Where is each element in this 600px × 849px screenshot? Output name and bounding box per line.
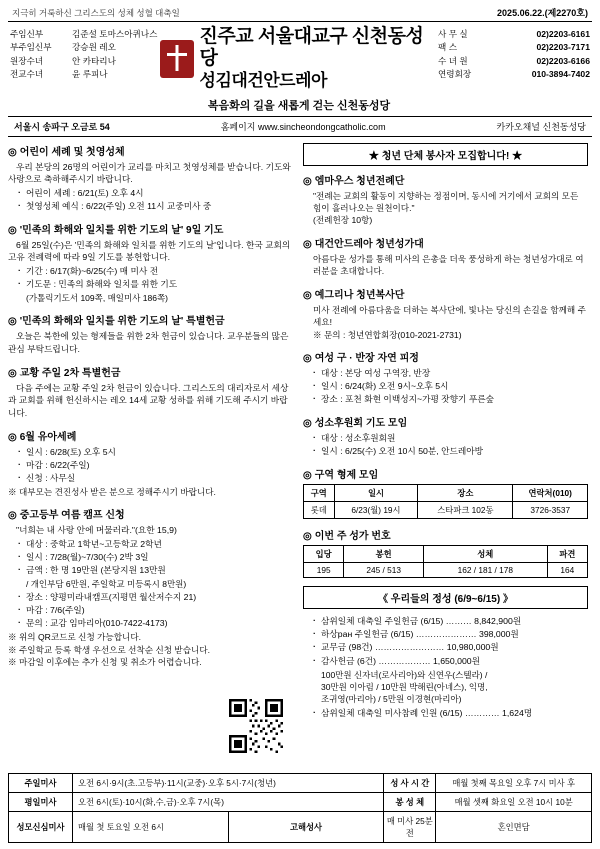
bullet-item: · 대상 : 본당 여성 구역장, 반장 [313, 367, 588, 380]
clergy-row [10, 41, 160, 54]
group-quote: 아름다운 성가를 통해 미사의 은총을 더욱 풍성하게 하는 청년성가대로 여러분을 초대합니다. [313, 253, 584, 277]
notice-title [8, 312, 293, 327]
bullet-mark: ◎ [8, 316, 17, 328]
bullet-item: · 일시 : 6/25(수) 오전 10시 50분, 안드레아방 [313, 445, 588, 458]
notice-note: ※ 대부모는 견진성사 받은 분으로 정해주시기 바랍니다. [8, 486, 216, 497]
offering-label: 감사헌금 (6건) [321, 655, 376, 666]
group-source: (전례헌장 10항) [313, 215, 373, 226]
bullet-mark: ◎ [303, 175, 312, 187]
notice-note: ※ 주일학교 등록 학생 우선으로 선착순 신청 받습니다. [8, 644, 211, 655]
offering-label: 삼위일체 대축일 주일헌금 (6/15) [321, 616, 444, 627]
bullet-item: · 첫영성체 예식 : 6/22(주일) 오전 11시 교중미사 중 [18, 200, 293, 213]
col-header: 구역 [304, 485, 335, 502]
col-header: 입당 [304, 546, 344, 563]
clergy-role: 부주임신부 [10, 42, 52, 53]
notice-bullets [303, 367, 588, 406]
clergy-role: 전교수녀 [10, 68, 44, 79]
offering-value: 398,000원 [478, 629, 519, 640]
right-column [303, 143, 588, 763]
notice-bullets [8, 538, 293, 577]
content-columns [8, 143, 592, 763]
cell: 스타파크 102동 [418, 502, 513, 519]
bullet-item: · 일시 : 6/24(화) 오전 9시~오후 5시 [313, 380, 588, 393]
cell: 245 / 513 [344, 563, 424, 578]
contact-row [438, 68, 590, 81]
notice-title [303, 527, 588, 542]
clergy-row [10, 68, 160, 81]
bullet-item: · 어린이 세례 : 6/21(토) 오후 4시 [18, 187, 293, 200]
row-label: 평일미사 [9, 793, 73, 812]
notice-bullets [8, 265, 293, 291]
notice-women-retreat [303, 349, 588, 406]
mass-schedule [8, 773, 592, 843]
col-header: 장소 [418, 485, 513, 502]
contact-label: 사 무 실 [438, 29, 468, 39]
notice-subnote: (가톨릭기도서 109쪽, 매일미사 186쪽) [26, 293, 169, 304]
notice-novena [8, 221, 293, 305]
bullet-item: · 기도문 : 민족의 화해와 일치를 위한 기도 [18, 278, 293, 291]
offering-detail-line: 조귀영(마리아) / 5만원 이경현(마리아) [321, 694, 462, 705]
notice-title-text: 중고등부 여름 캠프 신청 [19, 510, 125, 522]
notice-title-text: 이번 주 성가 번호 [314, 531, 391, 543]
bullet-item: · 일시 : 7/28(월)~7/30(수) 2박 3일 [18, 551, 293, 564]
notice-title [8, 364, 293, 379]
contact-value: 02)2203-7171 [536, 42, 590, 53]
bullet-item: · 마감 : 7/6(주일) [18, 604, 293, 617]
row-value: 매월 첫 토요일 오전 6시 [73, 812, 229, 843]
bullet-item: · 문의 : 교감 임마리아(010-7422-4173) [18, 617, 293, 630]
notice-note: ※ 위의 QR코드로 신청 가능합니다. [8, 632, 142, 643]
row-label: 고해성사 [228, 812, 384, 843]
bullet-item: · 금액 : 한 명 19만원 (본당지원 13만원 [18, 564, 293, 577]
clergy-role: 주임신부 [10, 29, 44, 39]
bullet-item: · 신청 : 사무실 [18, 472, 293, 485]
group-inquiry: ※ 문의 : 청년연합회장(010-2021-2731) [313, 329, 462, 340]
contact-value: 02)2203-6161 [536, 29, 590, 39]
notice-title [303, 414, 588, 429]
bullet-mark: ◎ [8, 146, 17, 158]
notice-paragraph: 다음 주에는 교황 주일 2차 헌금이 있습니다. 그리스도의 대리자로서 세상과 교회를 위해 헌신하시는 레오 14세 교황 성하를 위해 기도해 주시기 바랍니다. [8, 382, 289, 418]
table-header-row [304, 485, 588, 502]
notice-paragraph: 우리 본당의 26명의 어린이가 교리를 마치고 첫영성체를 받습니다. 기도와 사랑으로 축하해주시기 바랍니다. [8, 161, 291, 185]
parish-logo-block [160, 26, 438, 92]
bullet-mark: ◎ [8, 431, 17, 443]
row-label: 성모신심미사 [9, 812, 73, 843]
cell: 롯데 [304, 502, 335, 519]
offering-label: 교무금 (98건) [321, 642, 373, 653]
notice-infant-baptism [8, 428, 293, 499]
left-column [8, 143, 293, 763]
offering-list [303, 615, 588, 667]
notice-title [8, 428, 293, 443]
camp-fee-detail: / 개인부담 6만원, 주일학교 미등록시 8만원) [26, 578, 187, 589]
notice-district-meeting [303, 466, 588, 519]
parish-address: 서울시 송파구 오금로 54 [14, 121, 110, 132]
contact-row [438, 41, 590, 54]
bullet-mark: ◎ [303, 289, 312, 301]
contact-label: 수 녀 원 [438, 55, 468, 66]
offering-detail-line: 100만원 신자녀(로사리아)와 신연우(스텔라) / [321, 669, 488, 680]
notice-youth-camp [8, 506, 293, 669]
group-altar-servers [303, 286, 588, 341]
table-row [304, 502, 588, 519]
table-row [9, 793, 592, 812]
bullet-item: · 마감 : 6/22(주일) [18, 459, 293, 472]
contact-list [438, 26, 590, 113]
notice-bullets [8, 187, 293, 213]
issue-date: 2025.06.22.(제2270호) [497, 8, 588, 18]
notice-title [303, 466, 588, 481]
notice-vocation-prayer [303, 414, 588, 458]
attendance-label: 삼위일체 대축일 미사참례 인원 (6/15) [321, 707, 463, 718]
attendance-item: · 삼위일체 대축일 미사참례 인원 (6/15) ………… 1,624명 [313, 707, 588, 720]
clergy-row [10, 28, 160, 41]
bullet-mark: ◎ [303, 238, 312, 250]
bullet-item: · 대상 : 중학교 1학년~고등학교 2학년 [18, 538, 293, 551]
notice-title-text: 구역 형제 모임 [314, 470, 379, 482]
notice-pope-offering [8, 364, 293, 420]
parish-name-line1: 진주교 서울대교구 신천동성당 [199, 26, 424, 69]
notice-bullets [303, 432, 588, 458]
bullet-mark: ◎ [303, 470, 312, 482]
table-row [304, 563, 588, 578]
notice-title [8, 506, 293, 521]
schedule-table [8, 773, 592, 843]
notice-note: ※ 마감일 이후에는 추가 신청 및 취소가 어렵습니다. [8, 657, 202, 668]
kakao-channel: 카카오채널 신천동성당 [496, 121, 586, 132]
bullet-mark: ◎ [303, 353, 312, 365]
notice-hymn-numbers [303, 527, 588, 578]
notice-paragraph: 오늘은 북한에 있는 형제들을 위한 2차 헌금이 있습니다. 교우분들의 많은 관심 부탁드립니다. [8, 331, 289, 355]
offering-item: · 감사헌금 (6건) ……………… 1,650,000원 [313, 655, 588, 668]
feast-title: 지극히 거룩하신 그리스도의 성체 성혈 대축일 [12, 8, 180, 18]
notice-bullets-2 [8, 591, 293, 630]
notice-special-offering-north [8, 312, 293, 355]
contact-row [438, 55, 590, 68]
clergy-name: 강승원 레오 [72, 42, 116, 53]
row-label: 봉 성 체 [384, 793, 436, 812]
bullet-item: · 일시 : 6/28(토) 오후 5시 [18, 446, 293, 459]
homepage-link[interactable]: 홈페이지 www.sincheondongcatholic.com [220, 121, 386, 132]
parish-name [200, 26, 438, 92]
offering-label: 하상ран 주일헌금 (6/15) [321, 629, 414, 640]
offering-item: · 삼위일체 대축일 주일헌금 (6/15) ……… 8,842,900원 [313, 615, 588, 628]
col-header: 성체 [423, 546, 547, 563]
bullet-mark: ◎ [8, 367, 17, 379]
volunteer-banner: ★ 청년 단체 봉사자 모집합니다! ★ [303, 143, 588, 166]
row-label: 성 사 시 간 [384, 774, 436, 793]
clergy-row [10, 55, 160, 68]
row-value: 오전 6시·9시(초.고등부)·11시(교중)·오후 5시·7시(청년) [73, 774, 384, 793]
notice-title-text: 어린이 세례 및 첫영성체 [19, 146, 125, 158]
clergy-role: 원장수녀 [10, 55, 44, 66]
masthead-top [8, 6, 592, 21]
bullet-mark: ◎ [303, 418, 312, 430]
hymn-table [303, 545, 588, 578]
group-quote: "전례는 교회의 활동이 지향하는 정점이며, 동시에 거기에서 교회의 모든 힘이 흘러나오는 원천이다." [313, 190, 579, 213]
offering-detail-line: 30만원 이아림 / 10만원 박해린(아네스), 익명, [321, 681, 488, 692]
notice-title-text: 6월 유아세례 [19, 431, 77, 443]
address-bar [8, 117, 592, 137]
parish-slogan: 복음화의 길을 새롭게 걷는 신천동성당 [207, 99, 391, 112]
clergy-name: 안 카타리나 [72, 55, 116, 66]
row-label: 주일미사 [9, 774, 73, 793]
notice-title-text: 교황 주일 2차 특별헌금 [19, 367, 121, 379]
group-title [303, 235, 588, 250]
attendance-list [303, 707, 588, 720]
bullet-item: · 대상 : 성소후원회원 [313, 432, 588, 445]
contact-label: 연령회장 [438, 68, 472, 79]
attendance-value: 1,624명 [502, 707, 533, 718]
parish-name-line2: 성김대건안드레아 [199, 70, 327, 90]
row-value [436, 812, 592, 843]
notice-paragraph: "너희는 내 사랑 안에 머물러라."(요한 15,9) [16, 525, 177, 536]
contact-row [438, 28, 590, 41]
group-title-text: 엠마우스 청년전례단 [314, 175, 405, 187]
table-header-row [304, 546, 588, 563]
bullet-mark: ◎ [303, 531, 312, 543]
contact-label: 팩 스 [438, 42, 457, 53]
cell: 162 / 181 / 178 [423, 563, 547, 578]
bullet-mark: ◎ [8, 224, 17, 236]
cross-crest-icon [160, 40, 194, 78]
notice-baptism [8, 143, 293, 213]
group-choir [303, 235, 588, 278]
row-value: 매 미사 25분 전 [384, 812, 436, 843]
row-value: 오전 6시(토)·10시(화,수,금)·오후 7시(목) [73, 793, 384, 812]
group-title [303, 172, 588, 187]
qr-code-image [229, 699, 283, 753]
notice-title-text: 성소후원회 기도 모임 [314, 418, 408, 430]
offering-item: · 하상ран 주일헌금 (6/15) ………………… 398,000원 [313, 628, 588, 641]
notice-paragraph: 6월 25일(수)은 '민족의 화해와 일치를 위한 기도의 날'입니다. 한국 교회의 고유 전례력에 따라 9일 기도를 봉헌합니다. [8, 239, 291, 263]
bullet-mark: ◎ [8, 510, 17, 522]
col-header: 봉헌 [344, 546, 424, 563]
bullet-item: · 장소 : 양평미라내캠프(지평면 월산저수지 21) [18, 591, 293, 604]
district-table [303, 484, 588, 519]
clergy-name: 김준설 토마스아퀴나스 [72, 29, 158, 39]
col-header: 파견 [547, 546, 587, 563]
offering-banner: 《 우리들의 정성 (6/9~6/15) 》 [303, 586, 588, 609]
group-quote: 미사 전례에 아름다움을 더하는 복사단에, 빛나는 당신의 손길을 함께해 주세요! [313, 304, 586, 328]
group-emmaus [303, 172, 588, 227]
notice-title [8, 143, 293, 158]
clergy-list [10, 26, 160, 113]
notice-title-text: '민족의 화해와 일치를 위한 기도의 날' 특별헌금 [19, 316, 225, 328]
notice-title [303, 349, 588, 364]
cell: 3726-3537 [513, 502, 588, 519]
notice-title-text: '민족의 화해와 일치를 위한 기도의 날' 9일 기도 [19, 224, 224, 236]
bullet-item: · 기간 : 6/17(화)~6/25(수) 매 미사 전 [18, 265, 293, 278]
notice-title-text: 여성 구 · 반장 자연 피정 [314, 353, 419, 365]
clergy-name: 윤 루피나 [72, 68, 108, 79]
row-value: 매월 셋째 화요일 오전 10시 10분 [436, 793, 592, 812]
offering-value: 8,842,900원 [474, 616, 522, 627]
notice-bullets [8, 446, 293, 485]
row-value: 매월 첫째 목요일 오후 7시 미사 후 [436, 774, 592, 793]
offering-value: 1,650,000원 [432, 655, 480, 666]
notice-title [8, 221, 293, 236]
parish-identity [160, 26, 438, 113]
cell: 164 [547, 563, 587, 578]
qr-code[interactable] [229, 699, 283, 753]
group-title [303, 286, 588, 301]
contact-value: 02)2203-6166 [536, 55, 590, 66]
col-header: 연락처(010) [513, 485, 588, 502]
row-label: 혼인면담 [497, 822, 530, 832]
contact-value: 010-3894-7402 [531, 68, 590, 79]
cell: 195 [304, 563, 344, 578]
table-row [9, 812, 592, 843]
masthead [8, 21, 592, 117]
offering-item: · 교무금 (98건) …………………… 10,980,000원 [313, 641, 588, 654]
col-header: 일시 [334, 485, 418, 502]
group-title-text: 대건안드레아 청년성가대 [314, 238, 424, 250]
bullet-item: · 장소 : 포천 화현 이백성지~가평 잣향기 푸른숲 [313, 393, 588, 406]
cell: 6/23(월) 19시 [334, 502, 418, 519]
group-title-text: 예그리나 청년복사단 [314, 289, 405, 301]
offering-value: 10,980,000원 [446, 642, 499, 653]
table-row [9, 774, 592, 793]
